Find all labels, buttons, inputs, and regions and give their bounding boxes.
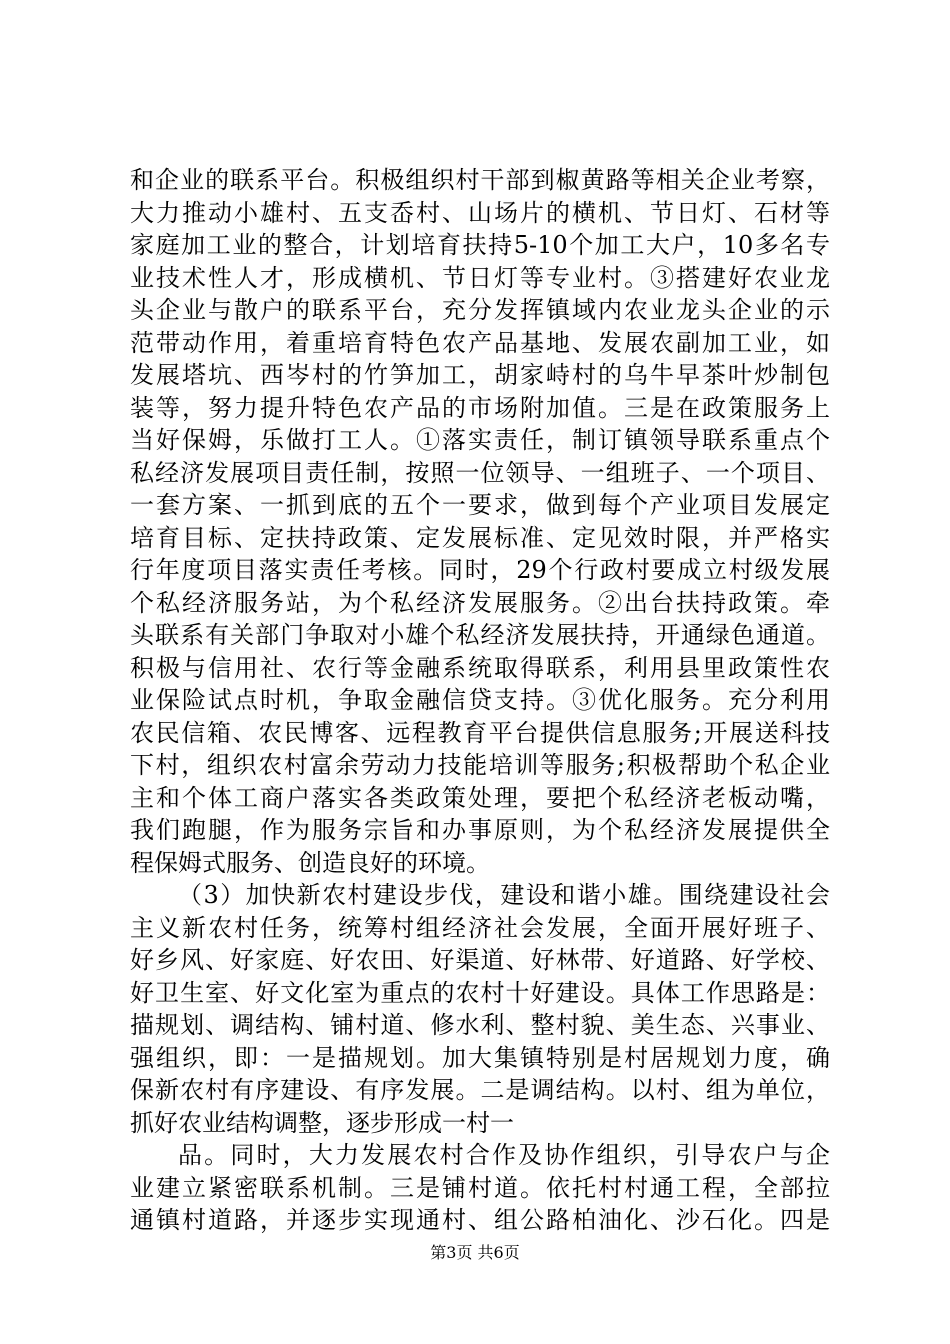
text-line: 范带动作用，着重培育特色农产品基地、发展农副加工业，如 (130, 328, 830, 357)
text-line: 业技术性人才，形成横机、节日灯等专业村。③搭建好农业龙 (130, 263, 830, 292)
text-line: 主和个体工商户落实各类政策处理，要把个私经济老板动嘴， (130, 783, 830, 812)
text-line: 好卫生室、好文化室为重点的农村十好建设。具体工作思路是： (130, 978, 830, 1007)
text-line: 抓好农业结构调整，逐步形成一村一 (130, 1108, 514, 1137)
text-line: 主义新农村任务，统筹村组经济社会发展，全面开展好班子、 (130, 913, 830, 942)
text-line: 农民信箱、农民博客、远程教育平台提供信息服务;开展送科技 (130, 718, 830, 747)
text-line: 大力推动小雄村、五支岙村、山场片的横机、节日灯、石材等 (130, 198, 830, 227)
text-line: （3）加快新农村建设步伐，建设和谐小雄。围绕建设社会 (178, 881, 830, 909)
text-line: 积极与信用社、农行等金融系统取得联系，利用县里政策性农 (130, 653, 830, 682)
text-line: 好乡风、好家庭、好农田、好渠道、好林带、好道路、好学校、 (130, 946, 830, 974)
text-line: 下村，组织农村富余劳动力技能培训等服务;积极帮助个私企业 (130, 751, 830, 779)
text-line: 程保姆式服务、创造良好的环境。 (130, 848, 490, 877)
text-line: 私经济发展项目责任制，按照一位领导、一组班子、一个项目、 (130, 458, 830, 487)
text-line: 一套方案、一抓到底的五个一要求，做到每个产业项目发展定 (130, 491, 830, 519)
text-line: 业保险试点时机，争取金融信贷支持。③优化服务。充分利用 (130, 686, 830, 714)
text-line: 装等，努力提升特色农产品的市场附加值。三是在政策服务上 (130, 393, 830, 422)
text-line: 头联系有关部门争取对小雄个私经济发展扶持，开通绿色通道。 (130, 621, 830, 649)
text-line: 通镇村道路，并逐步实现通村、组公路柏油化、沙石化。四是 (130, 1206, 830, 1234)
text-line: 强组织，即：一是描规划。加大集镇特别是村居规划力度，确 (130, 1043, 830, 1072)
text-line: 品。同时，大力发展农村合作及协作组织，引导农户与企 (178, 1141, 830, 1169)
text-line: 当好保姆，乐做打工人。①落实责任，制订镇领导联系重点个 (130, 426, 830, 454)
page-footer: 第3页 共6页 (430, 1243, 520, 1262)
text-line: 我们跑腿，作为服务宗旨和办事原则，为个私经济发展提供全 (130, 816, 830, 844)
text-line: 培育目标、定扶持政策、定发展标准、定见效时限，并严格实 (130, 523, 830, 552)
text-line: 头企业与散户的联系平台，充分发挥镇域内农业龙头企业的示 (130, 296, 830, 324)
text-line: 个私经济服务站，为个私经济发展服务。②出台扶持政策。牵 (130, 588, 830, 617)
body-text (130, 164, 830, 1237)
text-line: 保新农村有序建设、有序发展。二是调结构。以村、组为单位， (130, 1076, 830, 1104)
text-line: 行年度项目落实责任考核。同时，29个行政村要成立村级发展 (130, 556, 830, 584)
text-line: 家庭加工业的整合，计划培育扶持5-10个加工大户，10多名专 (130, 231, 830, 259)
text-line: 和企业的联系平台。积极组织村干部到椒黄路等相关企业考察， (130, 166, 830, 194)
text-line: 发展塔坑、西岑村的竹笋加工，胡家峙村的乌牛早茶叶炒制包 (130, 361, 830, 389)
text-line: 描规划、调结构、铺村道、修水利、整村貌、美生态、兴事业、 (130, 1011, 830, 1039)
text-line: 业建立紧密联系机制。三是铺村道。依托村村通工程，全部拉 (130, 1173, 830, 1202)
